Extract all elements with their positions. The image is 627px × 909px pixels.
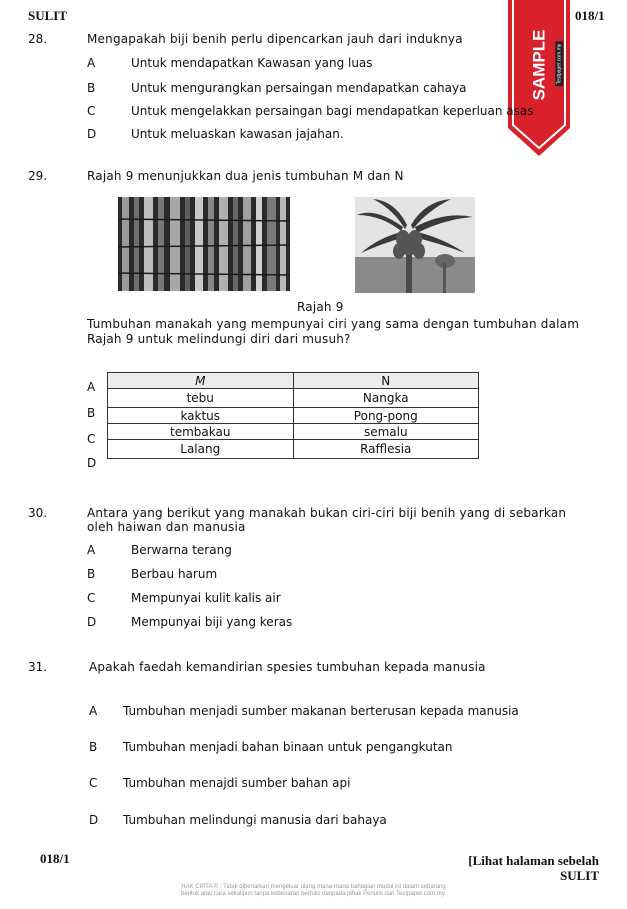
q30-number: 30. (28, 506, 48, 520)
footer-sulit: SULIT (559, 868, 599, 883)
q31-option-b[interactable]: B Tumbuhan menjadi bahan binaan untuk pengangkutan (89, 740, 453, 754)
table-cell-n: semalu (293, 424, 479, 440)
q28-number: 28. (28, 32, 48, 46)
table-row[interactable] (108, 440, 479, 459)
q29-number: 29. (28, 169, 48, 183)
q29-question-line2: Rajah 9 untuk melindungi diri dari musuh? (87, 332, 351, 346)
table-cell-n: Nangka (293, 389, 479, 408)
copyright-line1: HAK CIPTA © : Tidak dibenarkan mengeluar ulang mana-mana bahagian modul ini dalam sebarang (181, 884, 446, 890)
table-cell-m: Lalang (108, 440, 294, 459)
q31-option-c[interactable]: C Tumbuhan menajdi sumber bahan api (89, 776, 351, 790)
q29-caption: Rajah 9 (297, 300, 344, 314)
q31-option-d[interactable]: D Tumbuhan melindungi manusia dari bahaya (89, 813, 387, 827)
table-row[interactable] (108, 389, 479, 408)
q29-text: Rajah 9 menunjukkan dua jenis tumbuhan M dan N (87, 169, 404, 183)
q30-option-c[interactable]: C Mempunyai kulit kalis air (87, 591, 281, 605)
papaya-tree-image-icon (355, 197, 475, 293)
q29-row-d-letter: D (87, 456, 97, 470)
table-cell-n: Rafflesia (293, 440, 479, 459)
q30-option-d[interactable]: D Mempunyai biji yang keras (87, 615, 293, 629)
table-header-n: N (293, 373, 479, 389)
table-cell-m: kaktus (108, 408, 294, 424)
table-header-m: M (108, 373, 294, 389)
table-cell-m: tebu (108, 389, 294, 408)
q30-text-line2: oleh haiwan dan manusia (87, 520, 246, 534)
q29-answer-table (107, 372, 479, 459)
q31-option-a[interactable]: A Tumbuhan menjadi sumber makanan berterusan kepada manusia (89, 704, 519, 718)
sample-stamp (508, 0, 570, 156)
sample-stamp-text: SAMPLE (529, 29, 548, 101)
q31-text: Apakah faedah kemandirian spesies tumbuhan kepada manusia (89, 660, 486, 674)
q28-option-b[interactable]: B Untuk mengurangkan persaingan mendapatkan cahaya (87, 81, 467, 95)
table-row[interactable] (108, 408, 479, 424)
q29-question-line1: Tumbuhan manakah yang mempunyai ciri yang sama dengan tumbuhan dalam (87, 317, 580, 331)
table-cell-n: Pong-pong (293, 408, 479, 424)
header-code: 018/1 (575, 8, 605, 23)
header-sulit: SULIT (28, 8, 68, 23)
q31-number: 31. (28, 660, 48, 674)
table-cell-m: tembakau (108, 424, 294, 440)
copyright-line2: bentuk atau cara sekalipun tanpa kebenaran bertulis daripada pihak Penulis dan Testpaper.com.my. (181, 891, 446, 897)
footer-code: 018/1 (40, 851, 70, 866)
bamboo-photo (118, 197, 290, 291)
bamboo-image-icon (118, 197, 290, 291)
q29-row-b-letter: B (87, 406, 96, 420)
q30-option-a[interactable]: A Berwarna terang (87, 543, 232, 557)
sample-stamp-subtext: Testpaper.com.my (556, 43, 563, 85)
q28-option-c[interactable]: C Untuk mengelakkan persaingan bagi mendapatkan keperluan asas (87, 104, 534, 118)
q28-text: Mengapakah biji benih perlu dipencarkan jauh dari induknya (87, 32, 463, 46)
copyright-note (120, 884, 507, 898)
q29-row-c-letter: C (87, 432, 96, 446)
q30-text-line1: Antara yang berikut yang manakah bukan ciri-ciri biji benih yang di sebarkan (87, 506, 567, 520)
q30-option-b[interactable]: B Berbau harum (87, 567, 218, 581)
footer-next-page: [Lihat halaman sebelah (468, 853, 599, 868)
papaya-photo (355, 197, 475, 293)
q29-row-a-letter: A (87, 380, 96, 394)
q28-option-a[interactable]: A Untuk mendapatkan Kawasan yang luas (87, 56, 373, 70)
table-row[interactable] (108, 424, 479, 440)
q28-option-d[interactable]: D Untuk meluaskan kawasan jajahan. (87, 127, 344, 141)
